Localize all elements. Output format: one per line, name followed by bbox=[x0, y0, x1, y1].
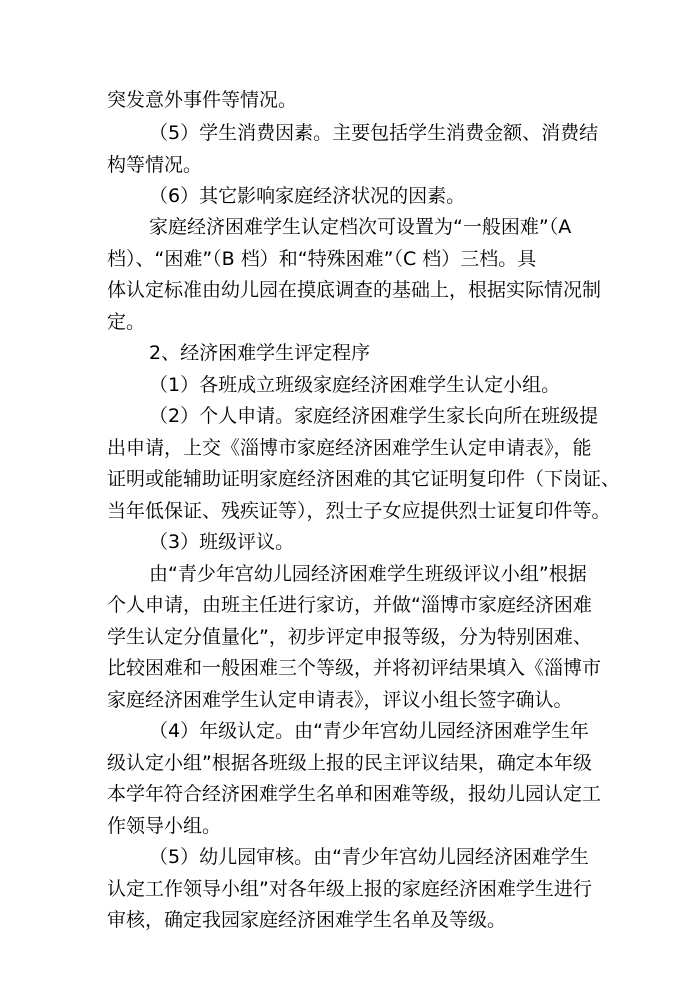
text-line: 体认定标准由幼儿园在摸底调查的基础上，根据实际情况制 bbox=[107, 279, 602, 301]
text-line: 家庭经济困难学生认定申请表》，评议小组长签字确认。 bbox=[107, 689, 573, 711]
text-line: 突发意外事件等情况。 bbox=[107, 89, 298, 111]
text-line: 证明或能辅助证明家庭经济困难的其它证明复印件（下岗证、 bbox=[107, 468, 621, 490]
text-line: 出申请，上交《淄博市家庭经济困难学生认定申请表》，能 bbox=[107, 437, 592, 459]
text-line: （5）学生消费因素。主要包括学生消费金额、消费结 bbox=[149, 122, 599, 144]
text-line: （1）各班成立班级家庭经济困难学生认定小组。 bbox=[149, 374, 561, 396]
text-line: （6）其它影响家庭经济状况的因素。 bbox=[149, 185, 466, 207]
text-line: 学生认定分值量化”，初步评定申报等级，分为特别困难、 bbox=[107, 626, 592, 648]
text-line: 由“青少年宫幼儿园经济困难学生班级评议小组”根据 bbox=[149, 563, 587, 585]
text-line: 比较困难和一般困难三个等级，并将初评结果填入《淄博市 bbox=[107, 657, 602, 679]
text-line: 级认定小组”根据各班级上报的民主评议结果，确定本年级 bbox=[107, 752, 592, 774]
text-line: 作领导小组。 bbox=[107, 815, 222, 837]
text-line: 当年低保证、残疾证等），烈士子女应提供烈士证复印件等。 bbox=[107, 500, 611, 522]
text-line: 家庭经济困难学生认定档次可设置为“一般困难”（A bbox=[149, 216, 572, 238]
text-line: 档）、“困难”（B 档）和“特殊困难”（C 档）三档。具 bbox=[107, 248, 537, 270]
text-line: 审核，确定我园家庭经济困难学生名单及等级。 bbox=[107, 909, 507, 931]
text-line: 认定工作领导小组”对各年级上报的家庭经济困难学生进行 bbox=[107, 878, 592, 900]
text-line: 本学年符合经济困难学生名单和困难等级，报幼儿园认定工 bbox=[107, 783, 602, 805]
text-line: （5）幼儿园审核。由“青少年宫幼儿园经济困难学生 bbox=[149, 846, 589, 868]
text-line: 构等情况。 bbox=[107, 154, 203, 176]
text-line: （2）个人申请。家庭经济困难学生家长向所在班级提 bbox=[149, 405, 599, 427]
text-line: 个人申请，由班主任进行家访，并做“淄博市家庭经济困难 bbox=[107, 594, 592, 616]
text-line: （3）班级评议。 bbox=[149, 531, 295, 553]
section-heading: 2、经济困难学生评定程序 bbox=[149, 342, 371, 364]
text-line: 定。 bbox=[107, 311, 146, 333]
text-line: （4）年级认定。由“青少年宫幼儿园经济困难学生年 bbox=[149, 720, 589, 742]
